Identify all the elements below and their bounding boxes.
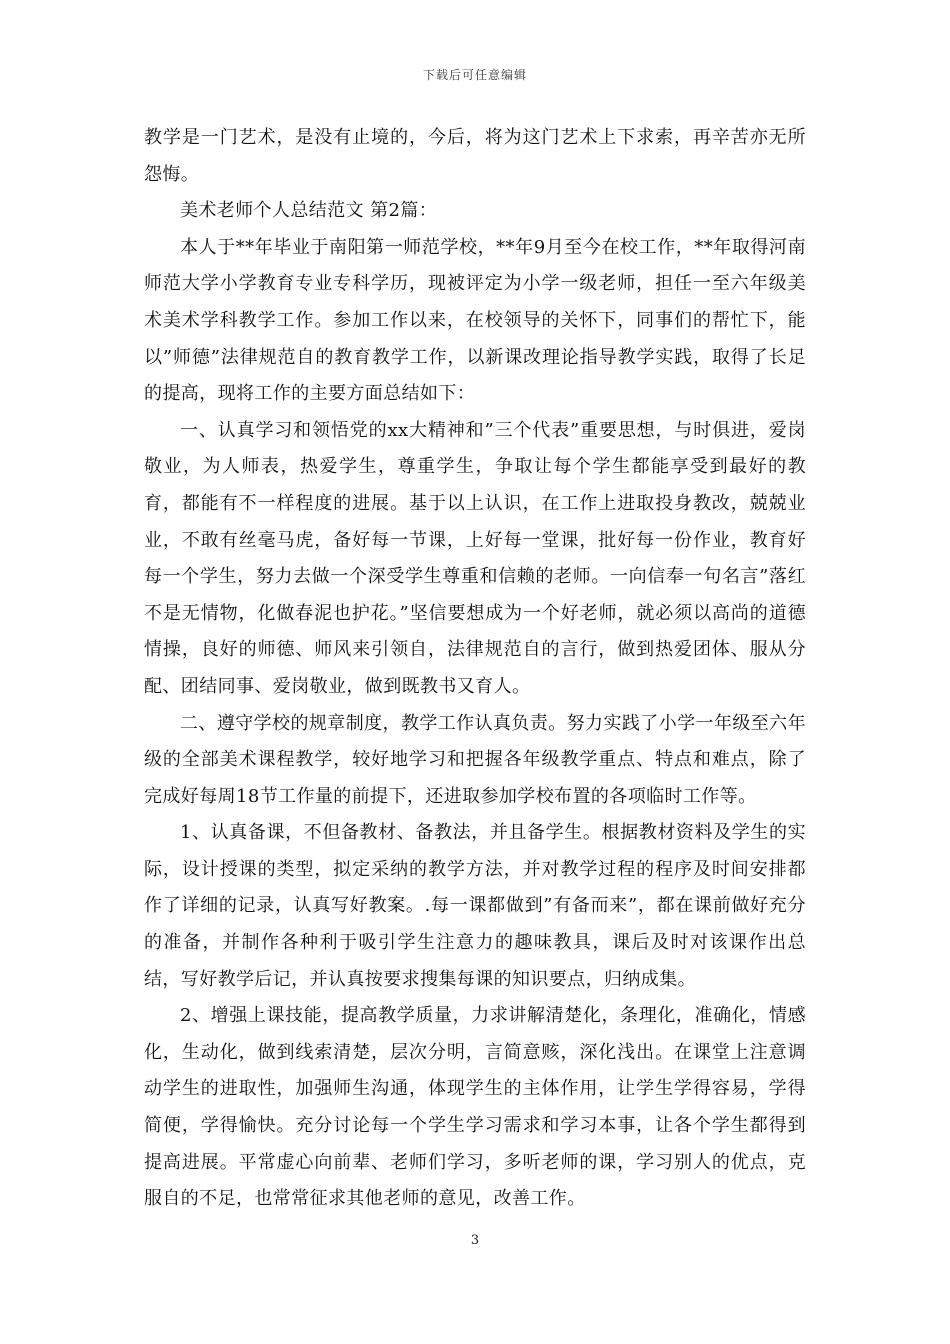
paragraph: 2、增强上课技能，提高教学质量，力求讲解清楚化，条理化，准确化，情感化，生动化，做到线索清楚，层次分明，言简意赅，深化浅出。在课堂上注意调动学生的进取性，加强师生沟通，体现学生的主体作用，让学生学得容易，学得简便，学得愉快。充分讨论每一个学生学习需求和学习本事，让各个学生都得到提高进展。平常虚心向前辈、老师们学习，多听老师的课，学习别人的优点，克服自的不足，也常常征求其他老师的意见，改善工作。 — [144, 1005, 806, 1210]
paragraph: 教学是一门艺术，是没有止境的，今后，将为这门艺术上下求索，再辛苦亦无所怨悔。 — [144, 127, 806, 185]
page-number: 3 — [470, 1233, 480, 1248]
document-body — [144, 120, 806, 1218]
paragraph: 本人于**年毕业于南阳第一师范学校，**年9月至今在校工作，**年取得河南师范大学小学教育专业专科学历，现被评定为小学一级老师，担任一至六年级美术美术学科教学工作。参加工作以来，在校领导的关怀下，同事们的帮忙下，能以”师德”法律规范自的教育教学工作，以新课改理论指导教学实践，取得了长足的提高，现将工作的主要方面总结如下： — [144, 236, 806, 405]
paragraph: 二、遵守学校的规章制度，教学工作认真负责。努力实践了小学一年级至六年级的全部美术课程教学，较好地学习和把握各年级教学重点、特点和难点，除了完成好每周18节工作量的前提下，还进取参加学校布置的各项临时工作等。 — [144, 712, 806, 807]
page-header: 下载后可任意编辑 — [422, 68, 527, 82]
section-heading: 美术老师个人总结范文 第2篇： — [180, 200, 438, 222]
paragraph: 一、认真学习和领悟党的xx大精神和”三个代表”重要思想，与时俱进，爱岗敬业，为人师表，热爱学生，尊重学生，争取让每个学生都能享受到最好的教育，都能有不一样程度的进展。基于以上认识，在工作上进取投身教改，兢兢业业，不敢有丝毫马虎，备好每一节课，上好每一堂课，批好每一份作业，教育好每一个学生，努力去做一个深受学生尊重和信赖的老师。一向信奉一句名言”落红不是无情物，化做春泥也护花。”坚信要想成为一个好老师，就必须以高尚的道德情操，良好的师德、师风来引领自，法律规范自的言行，做到热爱团体、服从分配、团结同事、爱岗敬业，做到既教书又育人。 — [144, 419, 806, 697]
paragraph: 1、认真备课，不但备教材、备教法，并且备学生。根据教材资料及学生的实际，设计授课的类型，拟定采纳的教学方法，并对教学过程的程序及时间安排都作了详细的记录，认真写好教案。.每一课都做到”有备而来”，都在课前做好充分的准备，并制作各种利于吸引学生注意力的趣味教具，课后及时对该课作出总结，写好教学后记，并认真按要求搜集每课的知识要点，归纳成集。 — [144, 822, 806, 990]
